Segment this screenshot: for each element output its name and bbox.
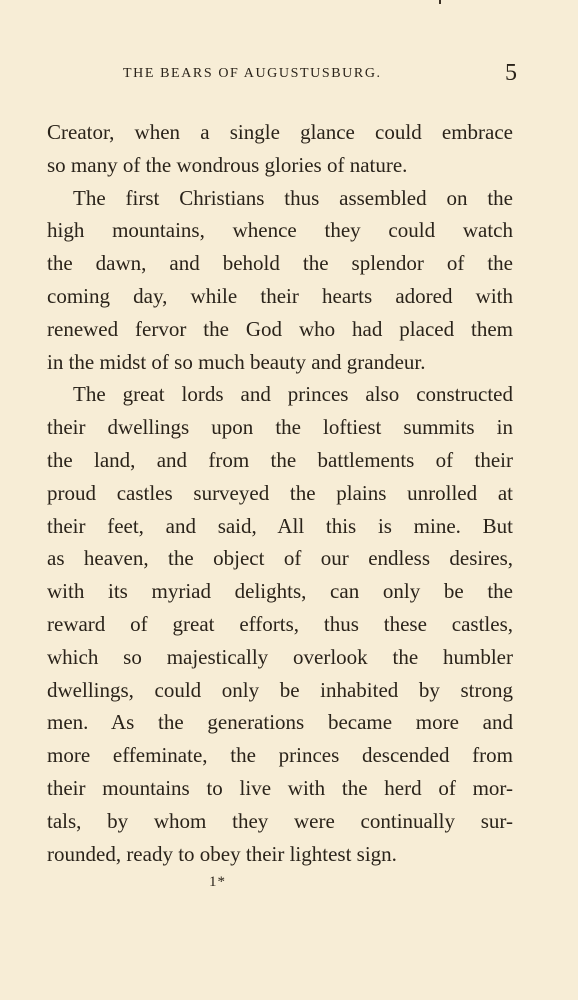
text-line: as heaven, the object of our endless desires, (47, 546, 513, 571)
text-line: proud castles surveyed the plains unrolled at (47, 480, 513, 505)
text-line: renewed fervor the God who had placed them (47, 316, 513, 341)
running-head: THE BEARS OF AUGUSTUSBURG. (123, 66, 382, 81)
text-line: The great lords and princes also constructed (73, 382, 513, 407)
text-line: which so majestically overlook the humbler (47, 644, 513, 669)
text-line: in the midst of so much beauty and grandeur. (47, 349, 426, 374)
text-line: with its myriad delights, can only be the (47, 579, 513, 604)
text-line: high mountains, whence they could watch (47, 218, 513, 243)
page-header (47, 60, 517, 86)
body-text (47, 116, 513, 870)
text-line: Creator, when a single glance could embrace (47, 120, 513, 144)
text-line: tals, by whom they were continually sur- (47, 808, 513, 833)
signature-mark: 1* (209, 874, 226, 890)
text-line: dwellings, could only be inhabited by strong (47, 677, 513, 702)
text-line: the dawn, and behold the splendor of the (47, 251, 513, 276)
text-line: men. As the generations became more and (47, 710, 513, 735)
text-line: rounded, ready to obey their lightest sign. (47, 841, 397, 866)
text-line: more effeminate, the princes descended from (47, 743, 513, 768)
text-line: the land, and from the battlements of their (47, 447, 513, 472)
text-line: their feet, and said, All this is mine. But (47, 513, 513, 538)
page-number: 5 (505, 60, 517, 86)
text-line: their mountains to live with the herd of mor- (47, 775, 513, 800)
text-line: coming day, while their hearts adored with (47, 283, 513, 308)
text-line: The first Christians thus assembled on the (73, 185, 513, 210)
print-mark (439, 0, 441, 4)
text-line: their dwellings upon the loftiest summits in (47, 415, 513, 440)
text-line: so many of the wondrous glories of nature. (47, 152, 408, 177)
text-line: reward of great efforts, thus these castles, (47, 611, 513, 636)
